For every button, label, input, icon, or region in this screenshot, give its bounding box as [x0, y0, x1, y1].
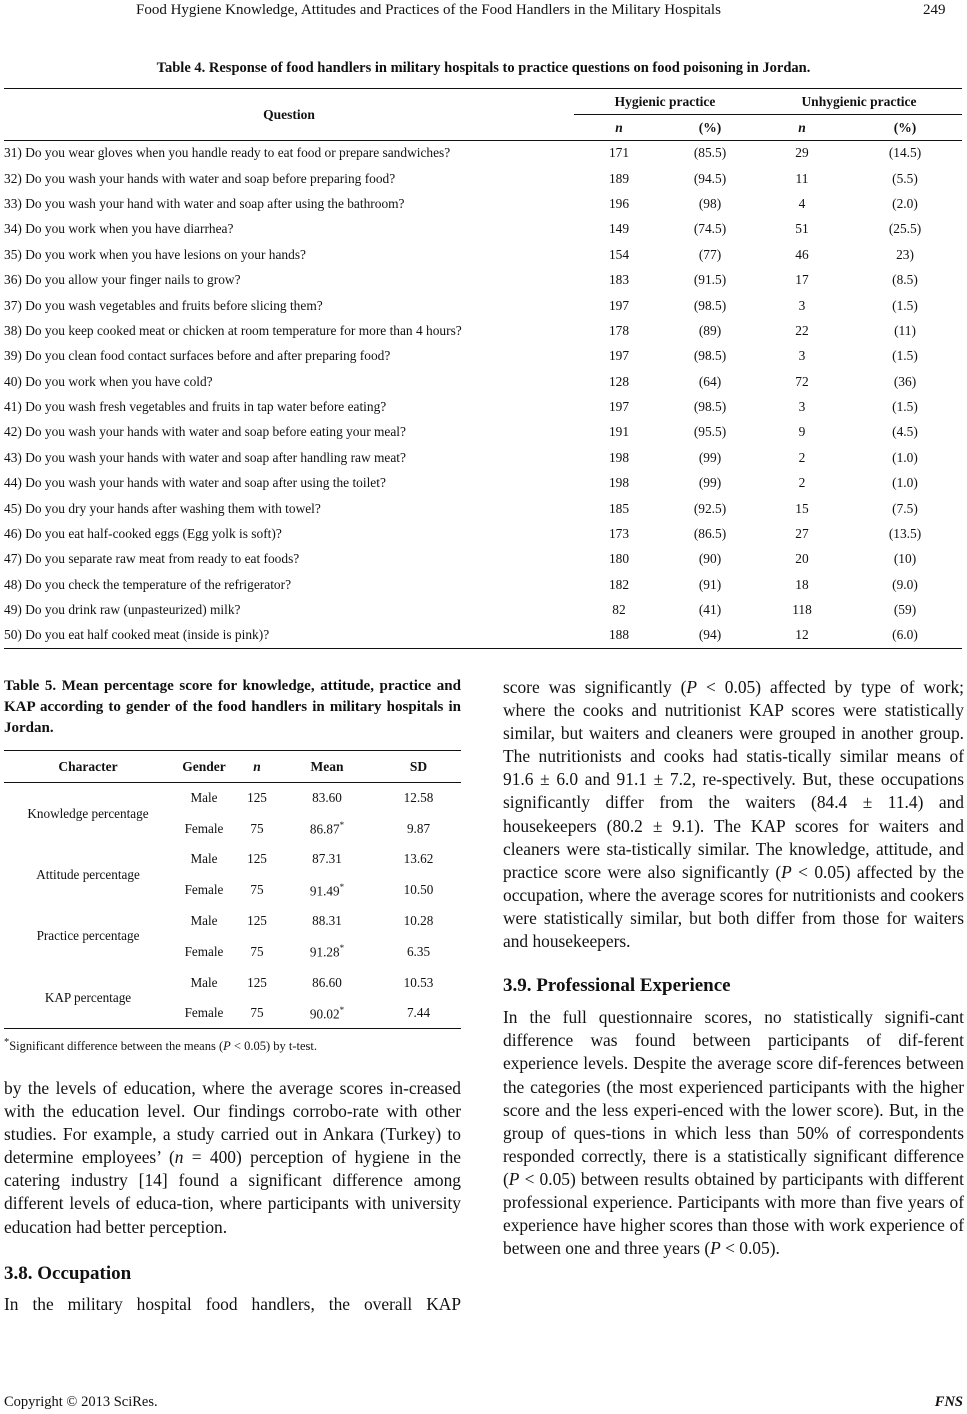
table4-hygienic-n: 154: [608, 246, 630, 262]
table4-row: [4, 598, 962, 623]
right-para2-text-b: < 0.05) between results obtained by participants with different professional experience. Participants with more than five years of experience have higher scores than those with work experience of between one and three years (: [503, 1168, 964, 1259]
table5-gender-cell: Male: [190, 913, 218, 929]
table4-header-pct: (%): [664, 115, 756, 141]
table4-hygienic-pct: (89): [698, 322, 722, 338]
table4-header-question: Question: [4, 89, 574, 141]
table5-mean-cell: 87.31: [312, 851, 342, 867]
table4-unhygienic-pct: (1.0): [892, 449, 918, 465]
table4-hygienic-n: 197: [608, 297, 630, 313]
table4-unhygienic-pct: (2.0): [892, 195, 918, 211]
table4-row: [4, 242, 962, 267]
table5-footnote: [4, 1037, 317, 1054]
table4-row: [4, 267, 962, 292]
table4-unhygienic-pct: (1.5): [892, 297, 918, 313]
table4-question-cell: 46) Do you eat half-cooked eggs (Egg yolk is soft)?: [4, 526, 282, 542]
table4-question-cell: 44) Do you wash your hands with water and soap after using the toilet?: [4, 475, 386, 491]
table4-hygienic-n: 197: [608, 348, 630, 364]
table4-hygienic-n: 149: [608, 221, 630, 237]
left-para1-n: n: [174, 1147, 184, 1168]
table4-question-cell: 48) Do you check the temperature of the refrigerator?: [4, 576, 292, 592]
section-heading-experience: 3.9. Professional Experience: [503, 975, 731, 997]
table4-unhygienic-pct: (4.5): [892, 424, 918, 440]
table4-row: [4, 318, 962, 343]
table5-header-character: Character: [58, 758, 118, 774]
table4-question-cell: 41) Do you wash fresh vegetables and fruits in tap water before eating?: [4, 399, 387, 415]
table5-character: Practice percentage: [36, 928, 140, 944]
table4-body: [4, 141, 962, 649]
left-paragraph-1: [4, 1077, 461, 1239]
table4-hygienic-pct: (74.5): [693, 221, 727, 237]
table4-unhygienic-n: 17: [795, 272, 809, 288]
right-para2-p1: P: [508, 1168, 520, 1189]
table4-unhygienic-pct: (1.5): [892, 348, 918, 364]
table4-unhygienic-pct: (1.5): [892, 399, 918, 415]
table4-hygienic-n: 183: [608, 272, 630, 288]
table4-row: [4, 217, 962, 242]
table4-hygienic-pct: (95.5): [693, 424, 727, 440]
table5-header-mean: Mean: [310, 758, 344, 774]
table4-hygienic-pct: (98.5): [693, 297, 727, 313]
table5-gender-cell: Female: [184, 943, 224, 959]
table5-sd-cell: 10.28: [403, 913, 434, 929]
table5-sd-cell: 6.35: [406, 943, 431, 959]
table5-n-cell: 125: [247, 790, 267, 806]
right-para2-p2: P: [710, 1238, 721, 1259]
table4-header-hygienic: Hygienic practice: [574, 89, 756, 115]
right-para1-p1: P: [686, 677, 698, 697]
table4-header-unhygienic: Unhygienic practice: [756, 89, 962, 115]
table4-question-cell: 34) Do you work when you have diarrhea?: [4, 221, 234, 237]
table4-hygienic-pct: (99): [698, 475, 722, 491]
left-column: [4, 1077, 461, 1316]
table5-sd-cell: 9.87: [406, 820, 431, 836]
table4-hygienic-n: 188: [608, 627, 630, 643]
table4-hygienic-n: 128: [608, 373, 630, 389]
table4-unhygienic-pct: 23): [896, 246, 914, 262]
table4-hygienic-pct: (85.5): [693, 145, 727, 161]
right-paragraph-1: [503, 676, 964, 953]
table4-unhygienic-n: 20: [795, 551, 809, 567]
table5-n-cell: 125: [247, 974, 267, 990]
table5-row: [4, 783, 461, 814]
table4-question-cell: 50) Do you eat half cooked meat (inside is pink)?: [4, 627, 270, 643]
table4-hygienic-n: 171: [608, 145, 630, 161]
table5-header-row: [4, 751, 461, 783]
table5-mean-cell: [278, 998, 376, 1029]
table5-n-cell: 75: [250, 882, 264, 898]
table5-header-sd: SD: [409, 758, 428, 774]
table4-unhygienic-pct: (25.5): [888, 221, 922, 237]
table4-unhygienic-n: 22: [795, 322, 809, 338]
table4-hygienic-n: 178: [608, 322, 630, 338]
table4-row: [4, 344, 962, 369]
table4-hygienic-pct: (77): [698, 246, 722, 262]
table5-row: [4, 844, 461, 875]
table4-unhygienic-pct: (6.0): [892, 627, 918, 643]
table4-question-cell: 32) Do you wash your hands with water and soap before preparing food?: [4, 170, 396, 186]
table4-hygienic-pct: (98.5): [693, 348, 727, 364]
table4-question-cell: 43) Do you wash your hands with water and soap after handling raw meat?: [4, 449, 406, 465]
table4-row: [4, 471, 962, 496]
table4-question-cell: 35) Do you work when you have lesions on your hands?: [4, 246, 306, 262]
table4-row: [4, 141, 962, 166]
running-head: [0, 2, 967, 22]
table5-mean-cell: 83.60: [312, 790, 342, 806]
table4-unhygienic-pct: (1.0): [892, 475, 918, 491]
table4-hygienic-pct: (94.5): [693, 170, 727, 186]
table4-header-n: [574, 115, 664, 141]
left-para1-text-a: by the levels of education, where the average scores in-creased with the education level. Our findings corrobo-rate with other studies. For example, a study carried out in Ankara (Turkey) to determine employees’ (: [4, 1078, 461, 1168]
table5-mean-cell: 86.60: [312, 974, 342, 990]
table4-hygienic-pct: (64): [698, 373, 722, 389]
table4-unhygienic-pct: (7.5): [892, 500, 918, 516]
table4-unhygienic-n: 72: [795, 373, 809, 389]
table4-hygienic-pct: (99): [698, 449, 722, 465]
table4-header-n-text: n: [798, 119, 806, 135]
footnote-pre: Significant difference between the means (: [9, 1039, 224, 1054]
table4-header-n: [756, 115, 848, 141]
table5-mean-value: 91.28: [309, 944, 340, 960]
running-head-title: Food Hygiene Knowledge, Attitudes and Practices of the Food Handlers in the Military Hospitals: [136, 2, 721, 18]
page-number: 249: [923, 2, 946, 18]
table4-row: [4, 420, 962, 445]
right-para1-text-a: score was significantly (: [503, 677, 687, 697]
table4-row: [4, 369, 962, 394]
significance-star: *: [339, 943, 345, 954]
table5-gender-cell: Female: [184, 820, 224, 836]
table5-sd-cell: 12.58: [403, 790, 434, 806]
table4: [4, 88, 962, 649]
right-para1-p2: P: [781, 861, 792, 882]
table4-row: [4, 496, 962, 521]
table4-unhygienic-n: 3: [798, 348, 806, 364]
table5-gender-cell: Female: [184, 882, 224, 898]
table4-row: [4, 572, 962, 597]
table4-unhygienic-pct: (8.5): [892, 272, 918, 288]
table4-question-cell: 39) Do you clean food contact surfaces before and after preparing food?: [4, 348, 391, 364]
table4-hygienic-pct: (92.5): [693, 500, 727, 516]
table5-row: [4, 906, 461, 937]
table5-sd-cell: 13.62: [403, 851, 434, 867]
table4-question-cell: 31) Do you wear gloves when you handle ready to eat food or prepare sandwiches?: [4, 145, 451, 161]
table4-hygienic-pct: (90): [698, 551, 722, 567]
table5-mean-cell: [278, 936, 376, 967]
table4-row: [4, 293, 962, 318]
table4-header-pct: (%): [848, 115, 962, 141]
right-paragraph-2: [503, 1006, 964, 1260]
table4-unhygienic-pct: (10): [893, 551, 917, 567]
table4-header-n-text: n: [615, 119, 623, 135]
right-para2-text-c: < 0.05).: [720, 1238, 780, 1259]
table4-caption: Table 4. Response of food handlers in military hospitals to practice questions on food poisoning in Jordan.: [156, 60, 811, 76]
table5-character: Attitude percentage: [36, 866, 140, 882]
table5-gender-cell: Male: [190, 851, 218, 867]
table4-header-row-1: [4, 89, 962, 115]
table4-unhygienic-n: 2: [798, 475, 806, 491]
table5-gender-cell: Female: [184, 1005, 224, 1021]
table4-row: [4, 547, 962, 572]
table5-mean-value: 91.49: [309, 882, 340, 898]
table4-hygienic-pct: (98.5): [693, 399, 727, 415]
table4-unhygienic-n: 11: [795, 170, 809, 186]
significance-star: *: [339, 881, 345, 892]
table4-question-cell: 49) Do you drink raw (unpasteurized) milk?: [4, 602, 241, 618]
table4-hygienic-n: 180: [608, 551, 630, 567]
table5-n-cell: 125: [247, 913, 267, 929]
table5-n-cell: 75: [250, 1005, 264, 1021]
table4-unhygienic-pct: (9.0): [892, 576, 918, 592]
table4-unhygienic-pct: (5.5): [892, 170, 918, 186]
table4-unhygienic-n: 46: [795, 246, 809, 262]
table4-unhygienic-n: 4: [798, 195, 806, 211]
right-para1-text-c: < 0.05) affected by the occupation, where the average scores for nutritionists and cookers were statistically similar, but both differ from those for waiters and housekeepers.: [503, 861, 964, 952]
table5-caption: Table 5. Mean percentage score for knowledge, attitude, practice and KAP according to gender of the food handlers in military hospitals in Jordan.: [4, 678, 461, 736]
table4-row: [4, 166, 962, 191]
table4-unhygienic-n: 9: [798, 424, 806, 440]
table4-unhygienic-n: 118: [792, 602, 812, 618]
significance-star: *: [339, 1004, 345, 1015]
table5-header-n: [236, 751, 278, 783]
table5-character: Knowledge percentage: [27, 805, 149, 821]
table4-unhygienic-n: 18: [795, 576, 809, 592]
table5-n-cell: 75: [250, 820, 264, 836]
table4-unhygienic-pct: (14.5): [888, 145, 922, 161]
table4-hygienic-n: 198: [608, 475, 630, 491]
table4-hygienic-n: 182: [608, 576, 630, 592]
footnote-post: < 0.05) by t-test.: [230, 1039, 317, 1054]
table4-unhygienic-pct: (13.5): [888, 526, 922, 542]
table5-mean-value: 90.02: [309, 1005, 340, 1021]
table4-hygienic-n: 191: [608, 424, 630, 440]
footnote-star: *: [4, 1037, 10, 1048]
table4-hygienic-pct: (91): [698, 576, 722, 592]
right-para1-text-b: < 0.05) affected by type of work; where the cooks and nutritionist KAP scores were statistically similar, but waiters and cleaners were grouped in another group. The nutritionists and cooks had statis-tically similar means of 91.6 ± 6.0 and 91.1 ± 7.2, re-spectively. But, these occupations significantly differ from the waiters (84.4 ± 11.4) and housekeepers (80.2 ± 9.1). The KAP scores for waiters and cleaners were sta-tistically similar. The knowledge, attitude, and practice score were also significantly (: [503, 677, 964, 882]
table5-sd-cell: 7.44: [406, 1005, 431, 1021]
footnote-p: P: [223, 1039, 231, 1054]
table5-gender-cell: Male: [190, 974, 218, 990]
footer-copyright: Copyright © 2013 SciRes.: [4, 1394, 158, 1410]
table4-hygienic-n: 173: [608, 526, 630, 542]
table5-n-cell: 75: [250, 943, 264, 959]
table5-character: KAP percentage: [44, 989, 132, 1005]
right-para2-text-a: In the full questionnaire scores, no statistically signifi-cant difference was found between participants of dif-ferent experience levels. Despite the average score dif-ferences between the categories (the most experienced participants with the higher score and the less experi-enced with the lower score). But, in the group of ques-tions in which less than 50% of correspondents responded correctly, there is a statistically significant difference (: [503, 1007, 964, 1189]
table4-hygienic-n: 198: [608, 449, 630, 465]
table4-hygienic-pct: (91.5): [693, 272, 727, 288]
table4-question-cell: 38) Do you keep cooked meat or chicken at room temperature for more than 4 hours?: [4, 322, 462, 338]
table4-question-cell: 42) Do you wash your hands with water and soap before eating your meal?: [4, 424, 406, 440]
table4-hygienic-pct: (86.5): [693, 526, 727, 542]
table4-hygienic-pct: (98): [698, 195, 722, 211]
table4-row: [4, 445, 962, 470]
table4-question-cell: 36) Do you allow your finger nails to grow?: [4, 272, 241, 288]
table4-unhygienic-n: 51: [795, 221, 809, 237]
table5-n-cell: 125: [247, 851, 267, 867]
table4-row: [4, 521, 962, 546]
left-para1-text-b: = 400) perception of hygiene in the catering industry [14] found a significant difference among different levels of educa-tion, where participants with university education had better perception.: [4, 1147, 461, 1237]
table4-question-cell: 37) Do you wash vegetables and fruits before slicing them?: [4, 297, 323, 313]
table4-hygienic-n: 82: [612, 602, 626, 618]
table4-unhygienic-pct: (11): [894, 322, 916, 338]
table5-header-n-text: n: [253, 758, 261, 774]
table4-row: [4, 623, 962, 648]
table4-question-cell: 47) Do you separate raw meat from ready to eat foods?: [4, 551, 300, 567]
table5-body: [4, 783, 461, 1029]
table4-unhygienic-n: 29: [795, 145, 809, 161]
table5-sd-cell: 10.50: [403, 882, 434, 898]
table4-unhygienic-n: 27: [795, 526, 809, 542]
table4-hygienic-n: 185: [608, 500, 630, 516]
table4-unhygienic-pct: (36): [893, 373, 917, 389]
table4-row: [4, 394, 962, 419]
table4-unhygienic-n: 3: [798, 297, 806, 313]
table4-unhygienic-n: 15: [795, 500, 809, 516]
table5-mean-cell: 88.31: [312, 913, 342, 929]
table4-hygienic-n: 196: [608, 195, 630, 211]
table4-unhygienic-pct: (59): [893, 602, 917, 618]
table4-unhygienic-n: 12: [795, 627, 809, 643]
table4-question-cell: 33) Do you wash your hand with water and soap after using the bathroom?: [4, 195, 405, 211]
table4-unhygienic-n: 2: [798, 449, 806, 465]
left-paragraph-2: In the military hospital food handlers, the overall KAP: [4, 1293, 461, 1314]
table5-mean-cell: [278, 875, 376, 906]
table5-sd-cell: 10.53: [403, 974, 434, 990]
table5-gender-cell: Male: [190, 790, 218, 806]
table5-header-gender: Gender: [182, 758, 226, 774]
table4-row: [4, 191, 962, 216]
table4-unhygienic-n: 3: [798, 399, 806, 415]
footer-journal: FNS: [934, 1394, 963, 1410]
significance-star: *: [339, 820, 345, 830]
table4-hygienic-pct: (41): [698, 602, 722, 618]
table4-question-cell: 40) Do you work when you have cold?: [4, 373, 213, 389]
table5-row: [4, 967, 461, 998]
table5: [4, 750, 461, 1029]
table4-question-cell: 45) Do you dry your hands after washing them with towel?: [4, 500, 321, 516]
table4-hygienic-pct: (94): [698, 627, 722, 643]
table4-hygienic-n: 189: [608, 170, 630, 186]
right-column: [503, 676, 964, 1260]
table5-mean-value: 86.87: [309, 821, 340, 837]
table4-hygienic-n: 197: [608, 399, 630, 415]
section-heading-occupation: 3.8. Occupation: [4, 1262, 132, 1284]
table5-mean-cell: [278, 813, 376, 844]
